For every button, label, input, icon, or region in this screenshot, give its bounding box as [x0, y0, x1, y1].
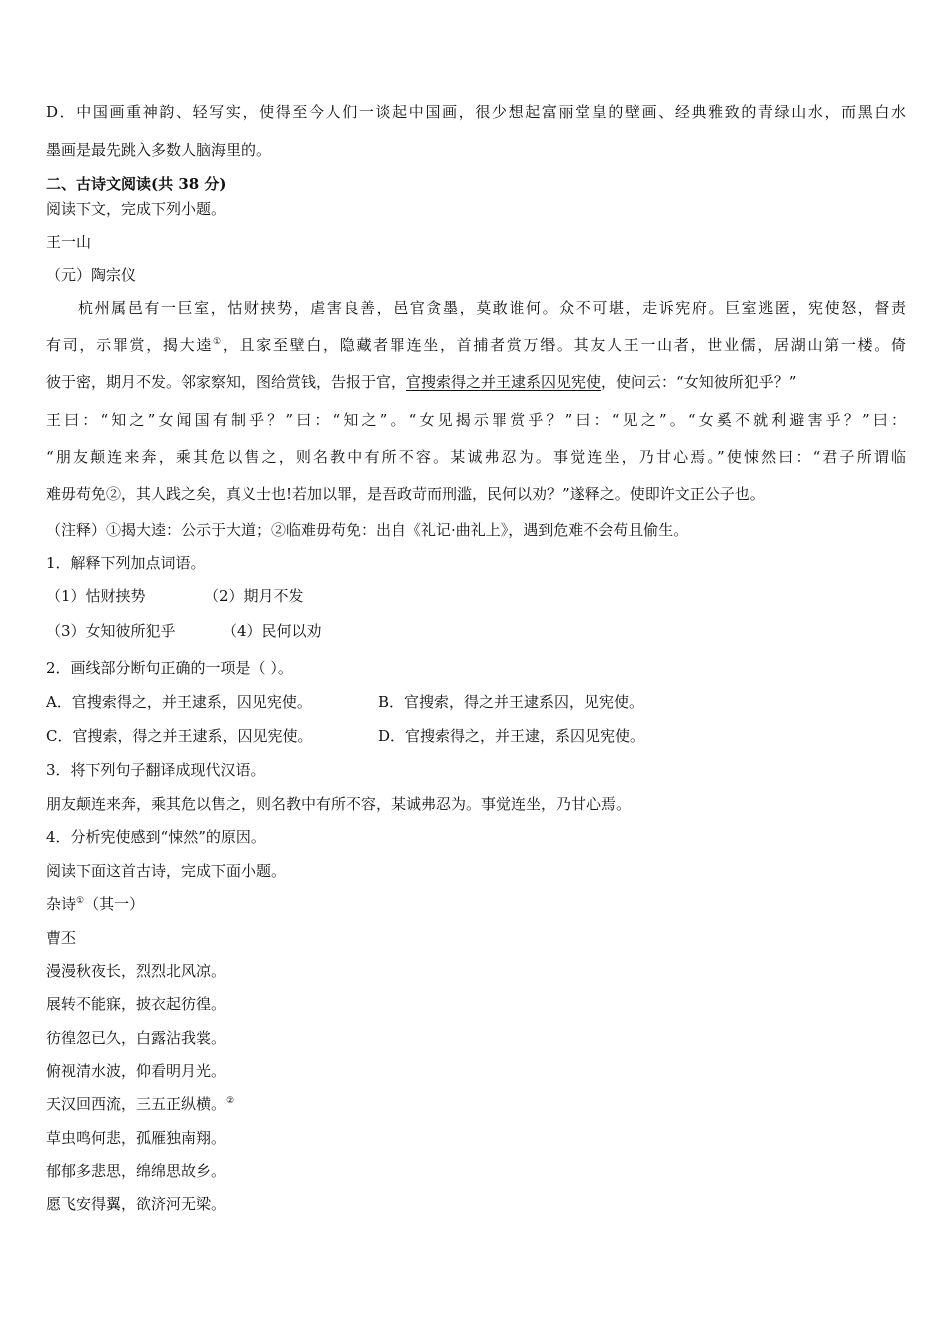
essay-text: 有司，示罪赏，揭大逵 [46, 336, 214, 354]
poem-line: 彷徨忽已久，白露沾我裳。 [46, 1029, 227, 1047]
poem-title-suffix: （其一） [84, 895, 145, 913]
q3-stem: 3．将下列句子翻译成现代汉语。 [46, 761, 266, 779]
poem-line: 愿飞安得翼，欲济河无梁。 [46, 1195, 227, 1213]
poem-intro: 阅读下面这首古诗，完成下面小题。 [46, 862, 287, 880]
essay-text: ，使问云：“女知彼所犯乎？” [601, 373, 797, 391]
essay-para-line3 [46, 372, 796, 392]
poem-line: 展转不能寐，披衣起彷徨。 [46, 995, 227, 1013]
poem-title-text: 杂诗 [46, 895, 77, 913]
poem-title [46, 894, 144, 914]
q3-sentence: 朋友颠连来奔，乘其危以售之，则名教中有所不容，某诚弗忍为。事觉连坐，乃甘心焉。 [46, 795, 632, 813]
q2-stem: 2．画线部分断句正确的一项是（ ）。 [46, 659, 293, 677]
section-heading: 二、古诗文阅读(共 38 分) [46, 175, 227, 193]
essay-author: （元）陶宗仪 [46, 266, 137, 284]
q2-option-c: C．官搜索，得之并王逮系，囚见宪使。 [46, 727, 313, 745]
essay-para-line6: 难毋苟免②，其人践之矣，真义士也!若加以罪，是吾政苛而刑滥，民何以劝？”遂释之。使即许文正公子也。 [46, 485, 765, 503]
poem-line [46, 1094, 234, 1114]
q1-item-1: （1）怙财挟势 [46, 587, 146, 605]
poem-line-text: 天汉回西流，三五正纵横。 [46, 1095, 227, 1113]
reading-intro: 阅读下文，完成下列小题。 [46, 200, 227, 218]
essay-text: 彼于密，期月不发。邻家察知，图给赏钱，告报于官， [46, 373, 407, 391]
underlined-sentence: 官搜索得之并王逮系囚见宪使 [406, 373, 602, 391]
q4-stem: 4．分析宪使感到“悚然”的原因。 [46, 828, 266, 846]
option-d-line1: D．中国画重神韵、轻写实，使得至今人们一谈起中国画，很少想起富丽堂皇的壁画、经典雅致的青绿山水，而黑白水 [46, 103, 906, 121]
essay-para-line5: “朋友颠连来奔，乘其危以售之，则名教中有所不容。某诚弗忍为。事觉连坐，乃甘心焉。”使悚然曰：“君子所谓临 [46, 448, 906, 466]
poem-line: 草虫鸣何悲，孤雁独南翔。 [46, 1129, 227, 1147]
q2-option-b: B．官搜索，得之并王逮系囚，见宪使。 [378, 693, 645, 711]
q1-item-3: （3）女知彼所犯乎 [46, 622, 176, 640]
q1-item-2: （2）期月不发 [204, 587, 304, 605]
footnote-marker: ① [213, 337, 223, 347]
poem-author: 曹丕 [46, 929, 77, 947]
poem-line: 漫漫秋夜长，烈烈北风凉。 [46, 962, 227, 980]
q1-stem: 1．解释下列加点词语。 [46, 554, 206, 572]
q2-option-d: D．官搜索得之，并王逮，系囚见宪使。 [378, 727, 646, 745]
annotation: （注释）①揭大逵：公示于大道；②临难毋苟免：出自《礼记·曲礼上》，遇到危难不会苟且偷生。 [46, 521, 689, 539]
essay-para-line1: 杭州属邑有一巨室，怙财挟势，虐害良善，邑官贪墨，莫敢谁何。众不可堪，走诉宪府。巨室逃匿，宪使怒，督责 [78, 299, 906, 317]
footnote-marker: ② [226, 1096, 235, 1106]
q1-item-4: （4）民何以劝 [222, 622, 322, 640]
essay-para-line2 [46, 335, 906, 355]
option-d-line2: 墨画是最先跳入多数人脑海里的。 [46, 141, 272, 159]
q2-option-a: A．官搜索得之，并王逮系，囚见宪使。 [46, 693, 312, 711]
footnote-marker: ① [76, 896, 85, 906]
poem-line: 郁郁多悲思，绵绵思故乡。 [46, 1162, 227, 1180]
poem-line: 俯视清水波，仰看明月光。 [46, 1062, 227, 1080]
essay-title: 王一山 [46, 233, 92, 251]
essay-para-line4: 王曰：“知之”女闻国有制乎？”曰：“知之”。“女见揭示罪赏乎？”曰：“见之”。“女奚不就利避害乎？”曰： [46, 411, 906, 429]
essay-text: ，且家至壁白，隐藏者罪连坐，首捕者赏万缗。其友人王一山者，世业儒，居湖山第一楼。倚 [222, 336, 906, 354]
